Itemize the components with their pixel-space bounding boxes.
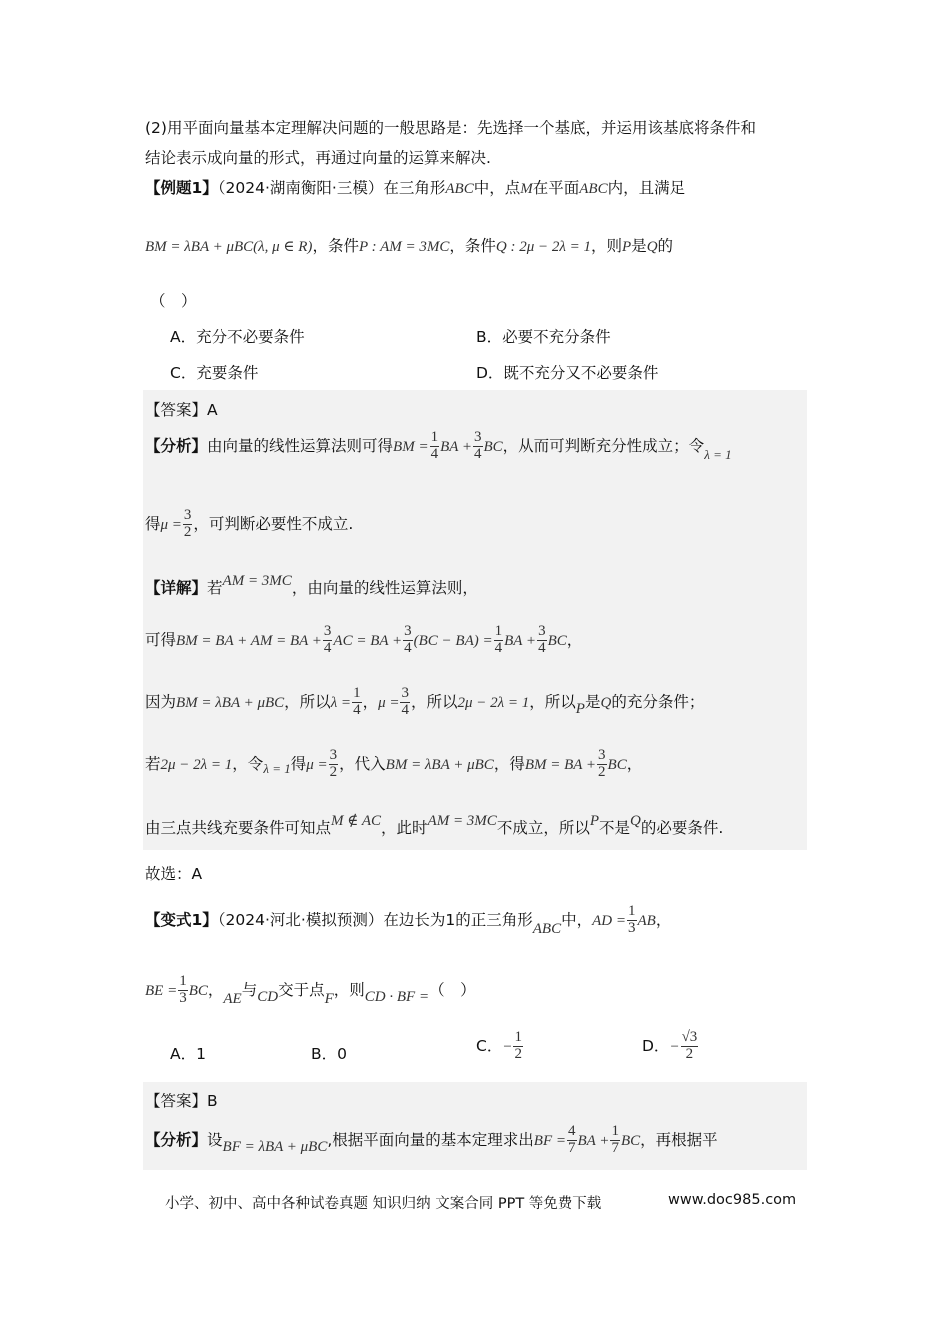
m-not-in-ac: M ∉ AC xyxy=(331,813,382,829)
fraction-3-2 xyxy=(329,748,339,781)
bf-eq: BF = xyxy=(533,1132,566,1149)
variant-1-tag: 【变式1】 xyxy=(145,910,218,929)
then-text: ，则 xyxy=(333,980,365,999)
answer-1: 【答案】A xyxy=(145,401,218,419)
option-d-label: D． xyxy=(642,1036,670,1055)
fraction-3-4 xyxy=(403,624,413,657)
bc-term: BC xyxy=(607,756,627,773)
variant-option-c[interactable]: C．− $\frac{1}{2}$ xyxy=(476,1029,522,1062)
option-b[interactable]: B．必要不充分条件 xyxy=(476,328,611,346)
so-text: ，所以 xyxy=(410,692,458,711)
fraction-1-4 xyxy=(352,686,362,719)
substitute-text: ，代入 xyxy=(339,754,386,773)
frac-den: 3 xyxy=(628,919,636,936)
variant-1-text-a: 在边长为 xyxy=(383,910,446,929)
bc-vector: BC xyxy=(188,982,208,999)
analysis-1-text-3: ，可判断必要性不成立. xyxy=(193,514,354,533)
with-text: 与 xyxy=(241,980,258,999)
detail-expr-b: AC = BA + xyxy=(333,632,403,649)
lambda-eq-1: λ = 1 xyxy=(704,446,732,462)
frac-num: 3 xyxy=(183,507,192,523)
option-d[interactable]: D．既不充分又不必要条件 xyxy=(476,364,659,382)
variant-option-a[interactable]: A．1 xyxy=(170,1045,206,1063)
fraction-3-4 xyxy=(537,624,547,657)
fraction-1-7 xyxy=(610,1124,620,1157)
because-text: 因为 xyxy=(145,692,177,711)
bf-expr: BF = λBA + μBC xyxy=(222,1138,328,1155)
frac-num: 3 xyxy=(404,623,412,639)
frac-den: 2 xyxy=(598,763,606,780)
variant-1-paren: （ ） xyxy=(429,980,476,999)
choose-answer-1: 故选：A xyxy=(145,865,203,883)
frac-den: 4 xyxy=(474,445,482,462)
frac-den: 2 xyxy=(685,1045,694,1062)
option-c-label: C． xyxy=(476,1036,503,1055)
collinear-text: 由三点共线充要条件可知点 xyxy=(145,819,332,837)
detail-expr-e: BC xyxy=(547,632,567,649)
detail-1-line-2 xyxy=(145,624,582,657)
bm-expression: BM = λBA + μBC(λ, μ ∈ R) xyxy=(145,239,313,255)
point-m: M xyxy=(520,181,533,197)
p-symbol: P xyxy=(622,239,632,255)
variant-option-d[interactable]: D．− $\frac{√3}{2}$ xyxy=(642,1029,698,1062)
q-symbol: Q xyxy=(600,694,612,711)
frac-num: √3 xyxy=(681,1029,698,1045)
example-1-header xyxy=(145,176,685,198)
frac-num: 1 xyxy=(179,973,187,989)
p-symbol: P xyxy=(589,813,599,829)
footer-text: 小学、初中、高中各种试卷真题 知识归纳 文案合同 PPT 等免费下载 xyxy=(165,1196,602,1212)
at-this-text: ，此时 xyxy=(381,819,428,837)
side-length: 1 xyxy=(445,910,456,929)
p-symbol: P xyxy=(575,700,585,717)
q-symbol: Q xyxy=(646,239,658,255)
frac-num: 1 xyxy=(514,1029,522,1045)
frac-num: 1 xyxy=(628,903,636,919)
option-a[interactable]: A．充分不必要条件 xyxy=(170,328,305,346)
example-1-text-c: 在平面 xyxy=(532,179,580,197)
if-text: 若 xyxy=(207,579,223,597)
example-1-text-b: 中，点 xyxy=(473,179,521,197)
frac-den: 4 xyxy=(430,445,439,462)
frac-num: 1 xyxy=(494,623,503,639)
mu-eq: μ = xyxy=(306,756,328,773)
ba-term: BA + xyxy=(440,438,472,455)
fraction-1-3 xyxy=(627,904,637,937)
if-text: 若 xyxy=(145,754,161,773)
analysis-1-label: 【分析】 xyxy=(145,436,208,455)
intro-line-2: 结论表示成向量的形式，再通过向量的运算来解决. xyxy=(145,149,491,167)
fraction-3-2 xyxy=(597,748,607,781)
frac-den: 4 xyxy=(494,639,503,656)
comma: ， xyxy=(626,754,643,773)
let-text: ，令 xyxy=(232,754,264,773)
analysis-1-line-1 xyxy=(145,430,732,463)
can-get-text: 可得 xyxy=(145,630,177,649)
set-text: 设 xyxy=(207,1130,223,1149)
ad-expr: AD = xyxy=(592,912,626,929)
frac-den: 4 xyxy=(404,639,412,656)
detail-1-line-4 xyxy=(145,748,642,781)
then-text: ，则 xyxy=(590,237,622,255)
mu-eq: μ = xyxy=(160,516,182,533)
necessary-text: 的必要条件. xyxy=(640,819,724,837)
lambda-eq: λ = xyxy=(330,694,352,711)
bm-lambda-mu: BM = λBA + μBC xyxy=(176,694,285,711)
detail-expr-a: BM = BA + AM = BA + xyxy=(176,632,322,649)
bm-lhs: BM = xyxy=(393,438,429,455)
get-text: 得 xyxy=(290,754,307,773)
frac-den: 4 xyxy=(323,639,332,656)
frac-num: 1 xyxy=(430,429,439,445)
example-1-condition-line xyxy=(145,234,673,256)
point-f: F xyxy=(324,990,334,1007)
fraction-1-4 xyxy=(430,430,440,463)
variant-1-source: （2024·河北·模拟预测） xyxy=(217,910,384,929)
so-text-2: ，所以 xyxy=(529,692,576,711)
example-1-tag: 【例题1】 xyxy=(145,179,218,197)
ba-term: BA + xyxy=(577,1132,610,1149)
bm-ba: BM = BA + xyxy=(524,756,597,773)
be-expr: BE = xyxy=(145,982,178,999)
ab-vector: AB xyxy=(637,912,656,929)
get-text: ，得 xyxy=(493,754,525,773)
frac-num: 1 xyxy=(611,1123,619,1139)
intro-line-1: (2)用平面向量基本定理解决问题的一般思路是：先选择一个基底，并运用该基底将条件和 xyxy=(145,119,756,137)
frac-den: 4 xyxy=(353,701,361,718)
plane-abc: ABC xyxy=(579,181,608,197)
variant-1-text-b: 的正三角形 xyxy=(455,910,533,929)
cond-q: Q : 2μ − 2λ = 1 xyxy=(495,239,591,255)
frac-den: 3 xyxy=(179,989,187,1006)
is-text: 是 xyxy=(584,692,601,711)
comma: ， xyxy=(362,692,379,711)
fraction-3-4 xyxy=(323,624,333,657)
comma: ， xyxy=(566,630,583,649)
fraction-4-7 xyxy=(567,1124,577,1157)
analysis-2-tail: ，再根据平 xyxy=(640,1130,718,1149)
mu-eq: μ = xyxy=(378,694,400,711)
frac-num: 3 xyxy=(538,623,546,639)
triangle-abc: ABC xyxy=(532,920,562,937)
frac-den: 2 xyxy=(183,523,192,540)
fraction-1-2 xyxy=(513,1030,523,1063)
analysis-1-text: 由向量的线性运算法则可得 xyxy=(207,436,394,455)
fraction-1-4 xyxy=(494,624,504,657)
frac-den: 2 xyxy=(514,1045,522,1062)
frac-num: 4 xyxy=(568,1123,576,1139)
am-eq-3mc: AM = 3MC xyxy=(427,813,497,829)
cond-p: P : AM = 3MC xyxy=(358,239,450,255)
detail-expr-d: BA + xyxy=(504,632,537,649)
detail-1-line-3 xyxy=(145,686,704,719)
variant-option-b[interactable]: B．0 xyxy=(311,1045,347,1063)
fraction-3-2 xyxy=(183,508,193,541)
analysis-1-text-2: ，从而可判断充分性成立；令 xyxy=(502,436,705,455)
fraction-sqrt3-2 xyxy=(681,1030,699,1063)
is-text: 是 xyxy=(631,237,647,255)
frac-den: 7 xyxy=(568,1139,576,1156)
frac-den: 2 xyxy=(329,763,338,780)
get-text: 得 xyxy=(145,514,161,533)
variant-1-header: 【变式1】（2024·河北·模拟预测）在边长为1的正三角形ABC中，AD = $\frac{1}{3}$ AB， xyxy=(145,903,672,937)
analysis-1-line-2 xyxy=(145,508,353,541)
frac-num: 3 xyxy=(401,685,409,701)
triangle-abc: ABC xyxy=(445,181,474,197)
answer-2: 【答案】B xyxy=(145,1092,218,1110)
example-1-paren: （ ） xyxy=(150,292,197,310)
bc-term: BC xyxy=(483,438,503,455)
frac-num: 3 xyxy=(323,623,332,639)
am-eq-3mc: AM = 3MC xyxy=(222,573,292,589)
analysis-2-text: ,根据平面向量的基本定理求出 xyxy=(327,1130,534,1149)
detail-1-line-5 xyxy=(145,813,724,838)
frac-num: 1 xyxy=(353,685,361,701)
q-symbol: Q xyxy=(630,813,641,829)
cond-q-label: ，条件 xyxy=(449,237,496,255)
frac-num: 3 xyxy=(598,747,606,763)
frac-den: 4 xyxy=(401,701,409,718)
detail-1-text: ，由向量的线性运算法则， xyxy=(291,579,478,597)
so-text: ，所以 xyxy=(284,692,331,711)
of-text: 的 xyxy=(657,237,674,255)
frac-num: 3 xyxy=(474,429,482,445)
cond-p-label: ，条件 xyxy=(312,237,359,255)
example-1-text-d: 内，且满足 xyxy=(607,179,686,197)
example-1-source: （2024·湖南衡阳·三模） xyxy=(217,179,384,197)
cond-eq: 2μ − 2λ = 1 xyxy=(160,756,233,773)
variant-1-line-2: BE = $\frac{1}{3}$ BC，AE与CD交于点F，则CD · BF =（ ） xyxy=(145,973,476,1007)
footer-url[interactable]: www.doc985.com xyxy=(668,1192,797,1208)
detail-1-label: 【详解】 xyxy=(145,579,208,597)
lambda-eq-1: λ = 1 xyxy=(263,760,291,776)
not-hold-text: 不成立，所以 xyxy=(496,819,590,837)
analysis-2-label: 【分析】 xyxy=(145,1130,208,1149)
not-is-text: 不是 xyxy=(599,819,631,837)
cond-eq: 2μ − 2λ = 1 xyxy=(457,694,530,711)
bc-term: BC xyxy=(620,1132,641,1149)
cd-dot-bf: CD · BF = xyxy=(364,988,430,1005)
frac-num: 3 xyxy=(329,747,338,763)
fraction-1-3 xyxy=(178,974,188,1007)
frac-den: 4 xyxy=(538,639,546,656)
cd-vector: CD xyxy=(257,988,279,1005)
example-1-text-a: 在三角形 xyxy=(383,179,446,197)
analysis-2-line-1 xyxy=(145,1124,718,1157)
detail-expr-c: (BC − BA) = xyxy=(413,632,493,649)
sufficient-text: 的充分条件； xyxy=(611,692,705,711)
detail-1-line-1 xyxy=(145,573,478,598)
fraction-3-4 xyxy=(473,430,483,463)
frac-den: 7 xyxy=(611,1139,619,1156)
fraction-3-4 xyxy=(400,686,410,719)
option-c[interactable]: C．充要条件 xyxy=(170,364,259,382)
intersect-text: 交于点 xyxy=(278,980,325,999)
variant-1-text-c: 中， xyxy=(561,910,593,929)
ae-vector: AE xyxy=(223,990,242,1007)
bm-lambda-mu: BM = λBA + μBC xyxy=(385,756,494,773)
